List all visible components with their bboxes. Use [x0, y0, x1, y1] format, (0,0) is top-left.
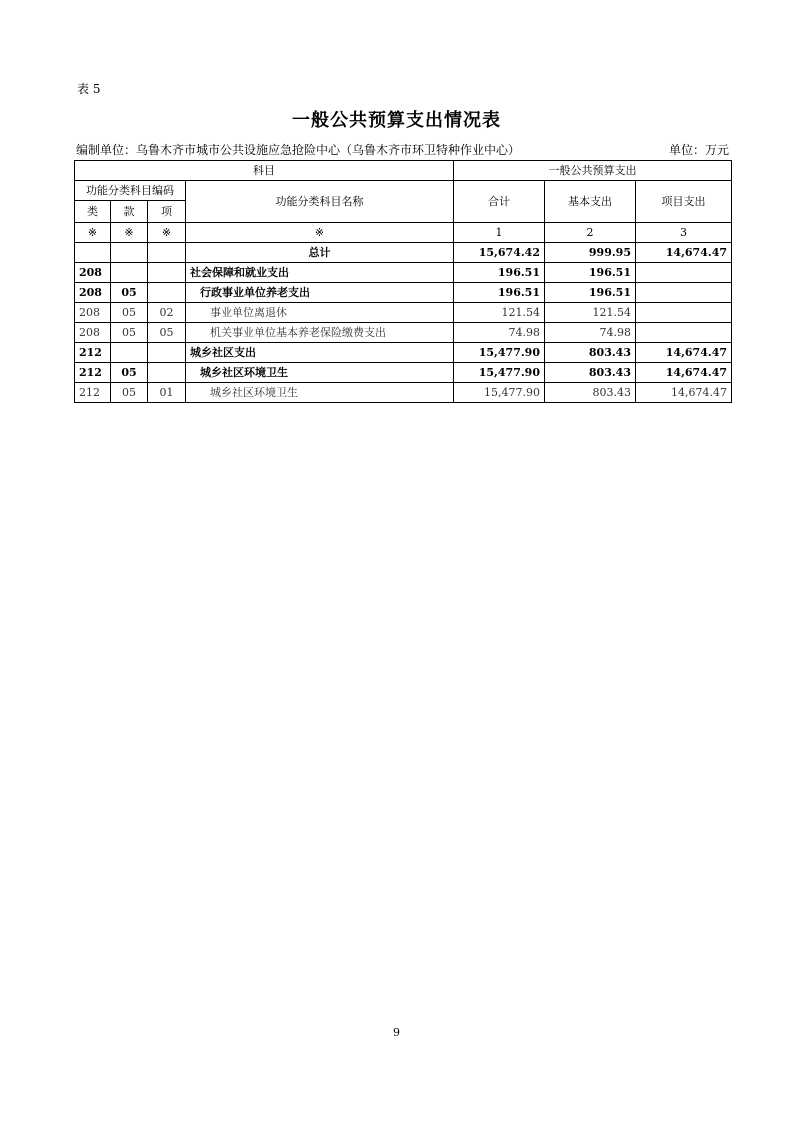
cell-name: 总计	[186, 243, 454, 263]
cell-basic: 803.43	[545, 383, 636, 403]
header-name: 功能分类科目名称	[186, 181, 454, 223]
table-row	[75, 263, 732, 283]
header-basic: 基本支出	[545, 181, 636, 223]
cell-basic: 803.43	[545, 343, 636, 363]
cell-xiang	[148, 263, 186, 283]
cell-name: 机关事业单位基本养老保险缴费支出	[186, 323, 454, 343]
cell-kuan: 05	[111, 283, 148, 303]
cell-total: 196.51	[454, 283, 545, 303]
cell-kuan	[111, 263, 148, 283]
cell-project	[636, 283, 732, 303]
cell-project: 14,674.47	[636, 383, 732, 403]
header-xiang: 项	[148, 201, 186, 223]
cell-name: 城乡社区环境卫生	[186, 363, 454, 383]
cell-total: 15,674.42	[454, 243, 545, 263]
table-row	[75, 283, 732, 303]
cell-basic: 121.54	[545, 303, 636, 323]
table-row-total	[75, 243, 732, 263]
marker-total: 1	[454, 223, 545, 243]
cell-lei: 212	[75, 343, 111, 363]
cell-kuan	[111, 243, 148, 263]
cell-xiang	[148, 343, 186, 363]
cell-project	[636, 263, 732, 283]
cell-lei: 208	[75, 303, 111, 323]
cell-kuan: 05	[111, 303, 148, 323]
cell-project	[636, 323, 732, 343]
marker-kuan: ※	[111, 223, 148, 243]
table-row	[75, 363, 732, 383]
table-label: 表 5	[77, 82, 101, 96]
page-title: 一般公共预算支出情况表	[292, 110, 501, 131]
header-code-group: 功能分类科目编码	[75, 181, 186, 201]
cell-lei	[75, 243, 111, 263]
cell-name: 城乡社区环境卫生	[186, 383, 454, 403]
cell-xiang	[148, 243, 186, 263]
marker-basic: 2	[545, 223, 636, 243]
cell-project: 14,674.47	[636, 243, 732, 263]
cell-lei: 208	[75, 263, 111, 283]
header-row-1	[75, 161, 732, 181]
table-row	[75, 343, 732, 363]
cell-basic: 999.95	[545, 243, 636, 263]
header-subject: 科目	[75, 161, 454, 181]
cell-xiang	[148, 283, 186, 303]
budget-table	[74, 160, 732, 403]
marker-name: ※	[186, 223, 454, 243]
table-row	[75, 323, 732, 343]
cell-name: 行政事业单位养老支出	[186, 283, 454, 303]
marker-xiang: ※	[148, 223, 186, 243]
cell-project	[636, 303, 732, 323]
header-kuan: 款	[111, 201, 148, 223]
header-project: 项目支出	[636, 181, 732, 223]
cell-lei: 208	[75, 283, 111, 303]
cell-lei: 208	[75, 323, 111, 343]
cell-name: 社会保障和就业支出	[186, 263, 454, 283]
cell-name: 城乡社区支出	[186, 343, 454, 363]
marker-project: 3	[636, 223, 732, 243]
cell-total: 121.54	[454, 303, 545, 323]
cell-total: 15,477.90	[454, 343, 545, 363]
cell-project: 14,674.47	[636, 363, 732, 383]
cell-total: 74.98	[454, 323, 545, 343]
cell-name: 事业单位离退休	[186, 303, 454, 323]
cell-xiang: 02	[148, 303, 186, 323]
cell-total: 15,477.90	[454, 363, 545, 383]
header-total: 合计	[454, 181, 545, 223]
header-lei: 类	[75, 201, 111, 223]
header-row-2	[75, 181, 732, 201]
unit-label: 单位：万元	[668, 143, 729, 157]
cell-total: 15,477.90	[454, 383, 545, 403]
cell-kuan: 05	[111, 383, 148, 403]
cell-lei: 212	[75, 383, 111, 403]
marker-row	[75, 223, 732, 243]
cell-xiang: 01	[148, 383, 186, 403]
marker-lei: ※	[75, 223, 111, 243]
cell-kuan	[111, 343, 148, 363]
cell-total: 196.51	[454, 263, 545, 283]
table-row	[75, 383, 732, 403]
cell-project: 14,674.47	[636, 343, 732, 363]
header-budget-group: 一般公共预算支出	[454, 161, 732, 181]
org-label: 编制单位：乌鲁木齐市城市公共设施应急抢险中心（乌鲁木齐市环卫特种作业中心）	[76, 143, 521, 157]
cell-xiang: 05	[148, 323, 186, 343]
cell-basic: 196.51	[545, 283, 636, 303]
cell-basic: 196.51	[545, 263, 636, 283]
cell-kuan: 05	[111, 323, 148, 343]
table-row	[75, 303, 732, 323]
cell-kuan: 05	[111, 363, 148, 383]
cell-lei: 212	[75, 363, 111, 383]
cell-basic: 803.43	[545, 363, 636, 383]
page-number: 9	[393, 1026, 400, 1039]
cell-basic: 74.98	[545, 323, 636, 343]
cell-xiang	[148, 363, 186, 383]
